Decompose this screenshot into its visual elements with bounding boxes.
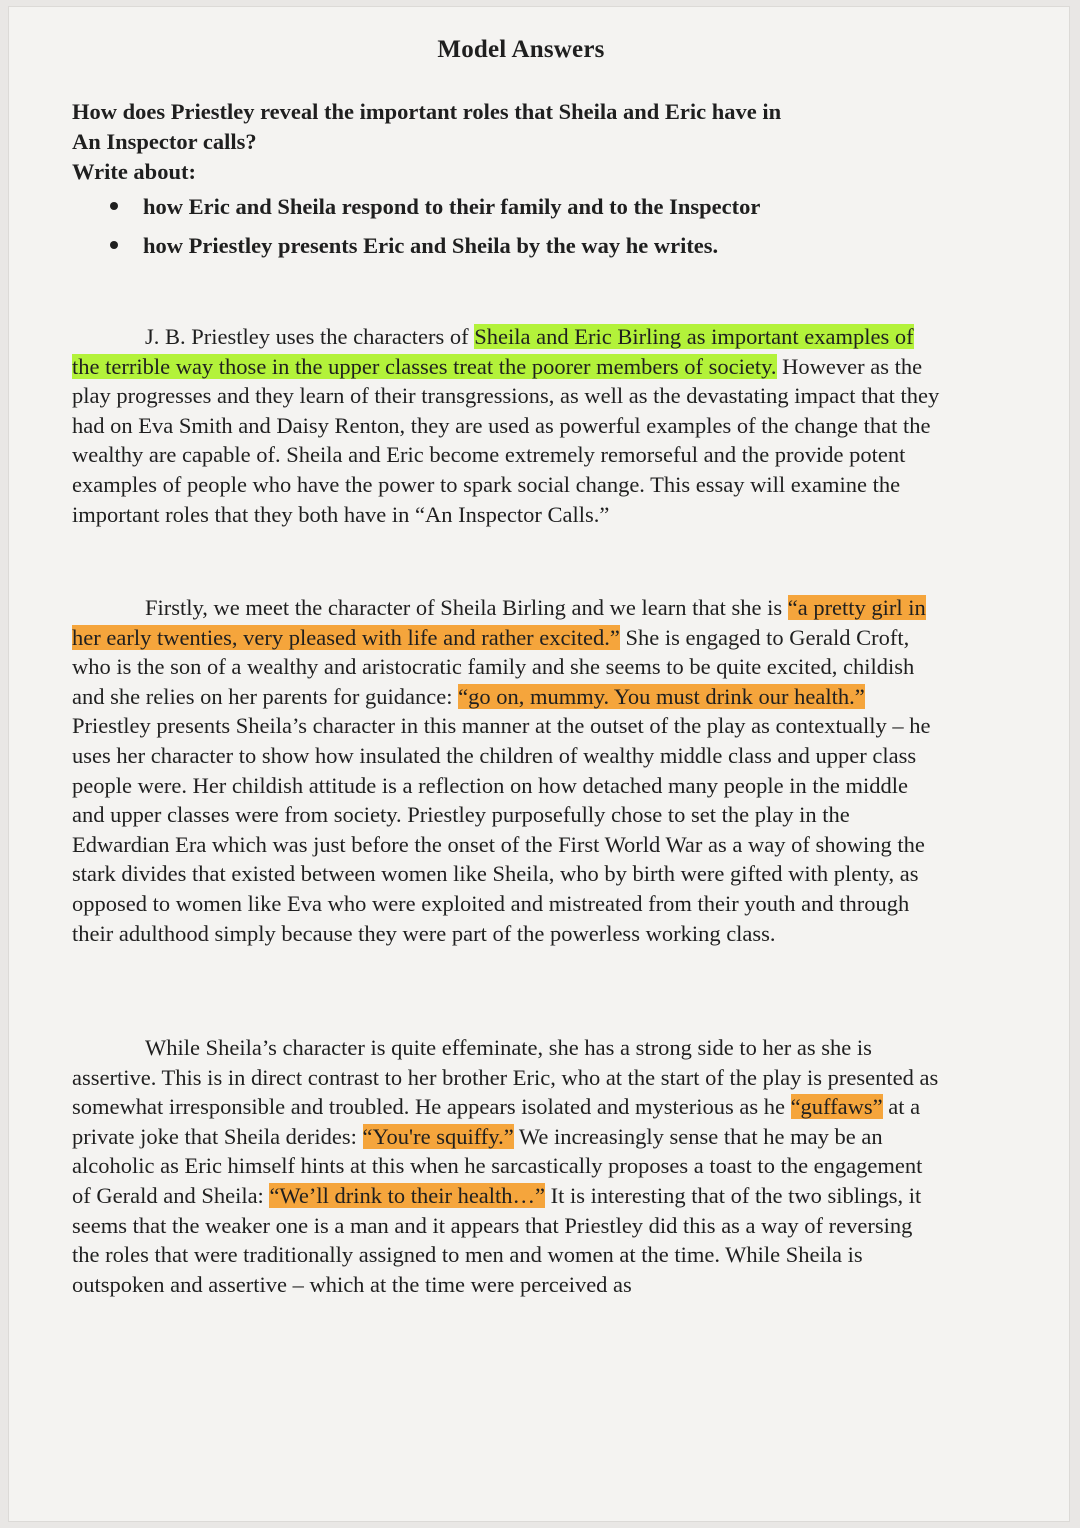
bullet-dot-icon [110, 241, 118, 249]
paragraph-text: J. B. Priestley uses the characters of [145, 324, 475, 349]
green-highlight: Sheila and Eric Birling as important examples of the terrible way those in the upper classes treat the poorer members of society. [72, 324, 914, 379]
page-title: Model Answers [437, 36, 605, 63]
question-bullet [72, 187, 952, 226]
question-line-3: Write about: [72, 159, 196, 184]
orange-highlight-quote: “go on, mummy. You must drink our health.” [458, 683, 865, 709]
orange-highlight-quote: “guffaws” [790, 1094, 883, 1120]
question-bullet-list [72, 187, 952, 265]
question-bullet-text: how Priestley presents Eric and Sheila by the way he writes. [143, 233, 719, 258]
paragraph-text: It is interesting that of the two siblings, it seems that the weaker one is a man and it appears that Priestley did this as a way of reversing the roles that were traditionally assigned to men and women at the time. While Sheila is outspoken and assertive – which at the time were perceived as [72, 1182, 922, 1297]
paragraph-text: at a private joke that Sheila derides: [72, 1094, 921, 1149]
paragraph-text: However as the play progresses and they learn of their transgressions, as well as the devastating impact that they had on Eva Smith and Daisy Renton, they are used as powerful examples of the change that the wealthy are capable of. Sheila and Eric become extremely remorseful and the provide potent examples of people who have the power to spark social change. This essay will examine the important roles that they both have in “An Inspector Calls.” [72, 353, 940, 527]
question-line-2: An Inspector calls? [72, 129, 257, 154]
document-page [8, 6, 1070, 1522]
orange-highlight-quote: “We’ll drink to their health…” [269, 1182, 546, 1208]
essay-paragraph-2 [72, 593, 942, 948]
question-bullet [72, 226, 952, 265]
bullet-dot-icon [110, 202, 118, 210]
question-bullet-text: how Eric and Sheila respond to their family and to the Inspector [143, 194, 761, 219]
essay-paragraph-1 [72, 322, 942, 529]
paragraph-text: Firstly, we meet the character of Sheila Birling and we learn that she is [145, 595, 788, 620]
paragraph-text: We increasingly sense that he may be an alcoholic as Eric himself hints at this when he sarcastically proposes a toast to the engagement of Gerald and Sheila: [72, 1123, 923, 1208]
paragraph-text: Priestley presents Sheila’s character in this manner at the outset of the play as contextually – he uses her character to show how insulated the children of wealthy middle class and upper class people were. Her childish attitude is a reflection on how detached many people in the middle and upper classes were from society. Priestley purposefully chose to set the play in the Edwardian Era which was just before the onset of the First World War as a way of showing the stark divides that existed between women like Sheila, who by birth were gifted with plenty, as opposed to women like Eva who were exploited and mistreated from their youth and through their adulthood simply because they were part of the powerless working class. [72, 713, 931, 946]
essay-paragraph-3 [72, 1033, 942, 1299]
orange-highlight-quote: “You're squiffy.” [362, 1123, 514, 1149]
paragraph-text: While Sheila’s character is quite effeminate, she has a strong side to her as she is assertive. This is in direct contrast to her brother Eric, who at the start of the play is presented as somewhat irresponsible and troubled. He appears isolated and mysterious as he [72, 1035, 939, 1120]
orange-highlight-quote: “a pretty girl in her early twenties, very pleased with life and rather excited.” [72, 595, 926, 650]
paragraph-text: She is engaged to Gerald Croft, who is the son of a wealthy and aristocratic family and she seems to be quite excited, childish and she relies on her parents for guidance: [72, 624, 915, 709]
essay-question [72, 97, 952, 265]
question-line-1: How does Priestley reveal the important roles that Sheila and Eric have in [72, 99, 782, 124]
